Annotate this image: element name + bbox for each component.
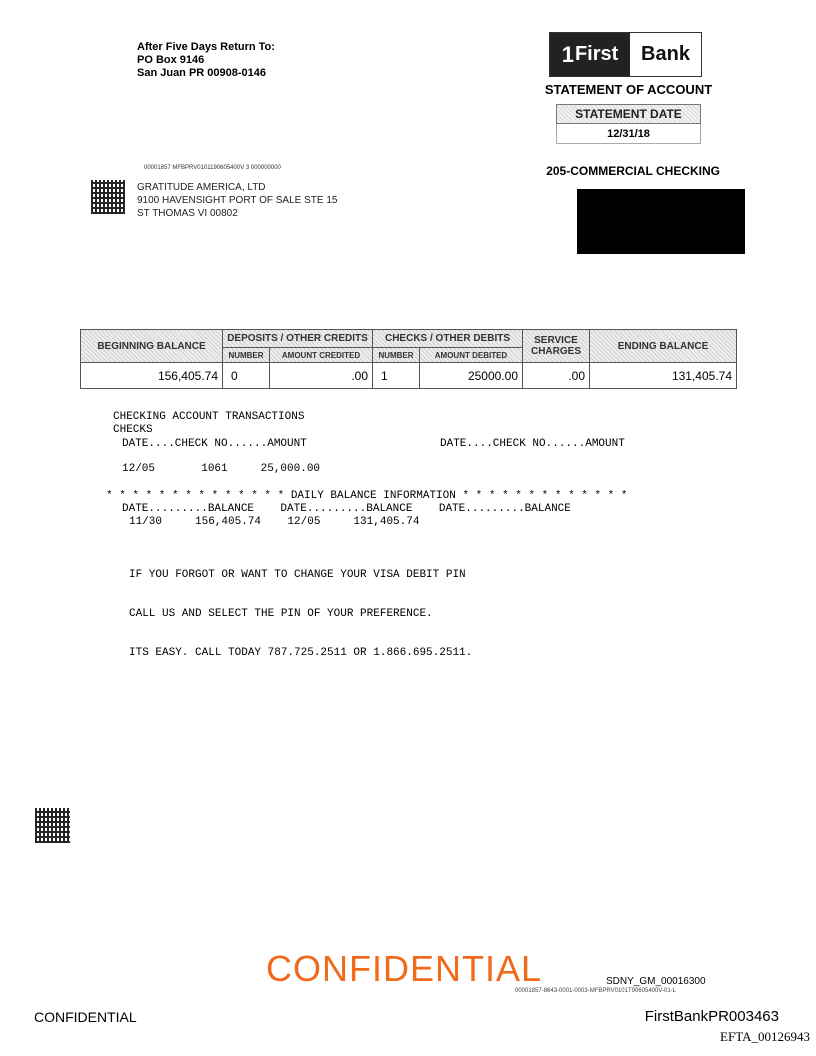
addressee [137, 181, 337, 220]
addressee-line-1: GRATITUDE AMERICA, LTD [137, 182, 266, 193]
account-summary-table [80, 329, 737, 389]
bates-sdny: SDNY_GM_00016300 [606, 976, 706, 987]
header-amount-debited: AMOUNT DEBITED [420, 348, 523, 363]
header-amount-credited: AMOUNT CREDITED [270, 348, 373, 363]
return-line-2: PO Box 9146 [137, 54, 205, 66]
pin-message-line-1: IF YOU FORGOT OR WANT TO CHANGE YOUR VISA DEBIT PIN [129, 569, 466, 581]
checks-header-right: DATE....CHECK NO......AMOUNT [440, 438, 625, 450]
pin-message-line-3: ITS EASY. CALL TODAY 787.725.2511 OR 1.866.695.2511. [129, 647, 473, 659]
logo-number: 1 [561, 41, 574, 67]
beginning-balance-value: 156,405.74 [81, 363, 223, 389]
statement-date-value: 12/31/18 [556, 124, 701, 144]
ending-balance-value: 131,405.74 [590, 363, 737, 389]
mail-code: 00001857 MFBPRV0101190605400V 3 000000000 [144, 165, 281, 171]
return-address [137, 41, 275, 80]
logo-word-bank: Bank [641, 43, 690, 65]
header-service-charges [523, 330, 590, 363]
deposit-number-value: 0 [223, 363, 270, 389]
balance-column-header: DATE.........BALANCE DATE.........BALANCE DATE.........BALANCE [122, 503, 571, 515]
barcode-2d-left [35, 808, 70, 843]
header-checks: CHECKS / OTHER DEBITS [373, 330, 523, 348]
pin-message-line-2: CALL US AND SELECT THE PIN OF YOUR PREFERENCE. [129, 608, 433, 620]
confidential-stamp: CONFIDENTIAL [266, 948, 543, 989]
checks-header-left: DATE....CHECK NO......AMOUNT [122, 438, 307, 450]
header-check-number: NUMBER [373, 348, 420, 363]
firstbank-logo [549, 32, 702, 77]
check-number-value: 1 [373, 363, 420, 389]
statement-title: STATEMENT OF ACCOUNT [544, 82, 713, 97]
transactions-title: CHECKING ACCOUNT TRANSACTIONS [113, 411, 305, 423]
amount-debited-value: 25000.00 [420, 363, 523, 389]
logo-word-first: First [574, 43, 619, 65]
header-service-line-1: SERVICE [534, 335, 578, 346]
return-line-1: After Five Days Return To: [137, 41, 275, 53]
efta-number: EFTA_00126943 [720, 1029, 810, 1044]
header-service-line-2: CHARGES [530, 346, 581, 357]
header-deposit-number: NUMBER [223, 348, 270, 363]
addressee-line-2: 9100 HAVENSIGHT PORT OF SALE STE 15 [137, 195, 338, 206]
redaction-box [577, 189, 745, 254]
summary-row [81, 363, 737, 389]
tiny-code: 00001857-8643-0001-0003-MFBPRV0101T90605400V-01-L [515, 988, 677, 994]
header-ending-balance: ENDING BALANCE [590, 330, 737, 363]
logo-dark-panel [550, 33, 630, 76]
amount-credited-value: .00 [270, 363, 373, 389]
daily-balance-header: * * * * * * * * * * * * * * DAILY BALANCE INFORMATION * * * * * * * * * * * * * [106, 490, 628, 502]
account-type: 205-COMMERCIAL CHECKING [546, 164, 720, 178]
check-row: 12/05 1061 25,000.00 [122, 463, 321, 475]
footer-bates: FirstBankPR003463 [644, 1008, 779, 1025]
footer-confidential: CONFIDENTIAL [34, 1009, 137, 1025]
service-charges-value: .00 [523, 363, 590, 389]
barcode-2d [91, 180, 125, 214]
header-deposits: DEPOSITS / OTHER CREDITS [223, 330, 373, 348]
pin-message [129, 543, 472, 673]
statement-date-label: STATEMENT DATE [556, 104, 701, 124]
return-line-3: San Juan PR 00908-0146 [137, 67, 267, 79]
checks-label: CHECKS [113, 424, 153, 436]
balance-row: 11/30 156,405.74 12/05 131,405.74 [129, 516, 420, 528]
header-beginning-balance: BEGINNING BALANCE [81, 330, 223, 363]
addressee-line-3: ST THOMAS VI 00802 [137, 208, 238, 219]
